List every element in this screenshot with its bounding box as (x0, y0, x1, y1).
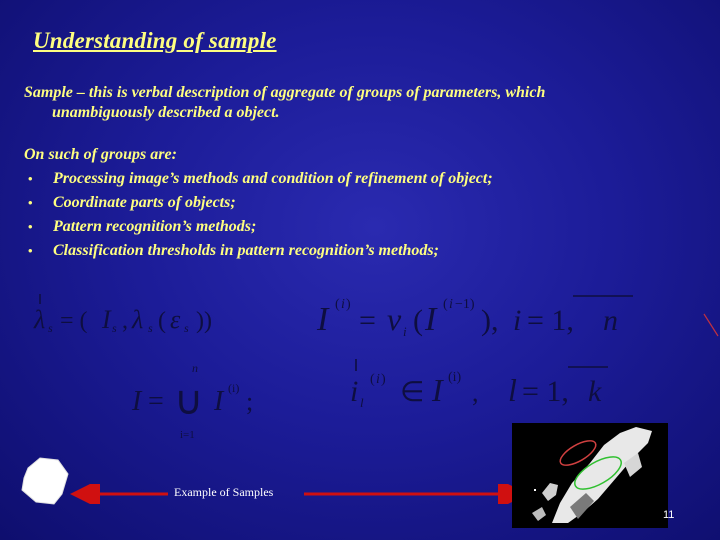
svg-text:λ: λ (132, 305, 144, 334)
svg-text:i: i (376, 372, 380, 387)
blob-icon (18, 454, 72, 508)
svg-text:i: i (341, 297, 345, 312)
svg-text:n: n (603, 304, 618, 337)
svg-text:k: k (588, 375, 602, 408)
svg-text:(i): (i) (448, 370, 462, 385)
list-item (24, 167, 696, 191)
page-number: 11 (663, 509, 675, 521)
svg-text:I: I (317, 301, 329, 338)
svg-text:),: ), (481, 304, 499, 337)
bullet-text: Processing image’s methods and condition of refinement of object; (53, 170, 493, 187)
svg-text:(: ( (335, 297, 340, 312)
definition-line-1: Sample – this is verbal description of aggregate of groups of parameters, which (24, 84, 546, 101)
svg-text:): ) (381, 372, 386, 387)
sample-image-graphic (512, 423, 668, 528)
slide-title: Understanding of sample (33, 28, 277, 53)
svg-text:,: , (122, 308, 128, 334)
svg-text:(i): (i) (228, 381, 240, 395)
double-arrow-icon (70, 484, 530, 504)
formula-lambda (30, 290, 280, 340)
svg-text:s: s (112, 321, 117, 335)
definition-text (24, 83, 696, 123)
svg-text:(: ( (413, 304, 423, 337)
svg-text:I: I (425, 301, 437, 338)
svg-text:;: ; (246, 387, 254, 416)
svg-text:ε: ε (170, 305, 181, 334)
decorative-line (700, 312, 720, 342)
list-item (24, 215, 696, 239)
svg-text:(: ( (158, 308, 166, 334)
svg-text:i: i (403, 324, 407, 339)
sample-image (512, 423, 668, 528)
svg-text:s: s (184, 321, 189, 335)
svg-text:∈: ∈ (400, 377, 425, 408)
svg-text:∪: ∪ (174, 378, 204, 423)
svg-text:= 1,: = 1, (527, 304, 574, 337)
svg-text:i: i (350, 375, 359, 408)
formula-1-text: λ (34, 305, 46, 334)
list-item (24, 239, 696, 263)
svg-text:i: i (449, 297, 453, 312)
svg-text:ν: ν (387, 301, 402, 337)
svg-text:(: ( (370, 372, 375, 387)
svg-text:=: = (359, 304, 376, 337)
bullet-icon: • (28, 171, 33, 186)
groups-intro: On such of groups are: (24, 146, 177, 163)
bullet-text: Pattern recognition’s methods; (53, 218, 257, 235)
svg-text:I: I (102, 305, 111, 334)
svg-text:= 1,: = 1, (522, 375, 569, 408)
svg-text:=: = (148, 386, 164, 417)
svg-text:i: i (513, 304, 522, 337)
list-item (24, 191, 696, 215)
svg-text:s: s (48, 321, 53, 335)
svg-text:)): )) (196, 308, 212, 334)
groups-block (24, 143, 696, 263)
svg-text:I: I (432, 372, 443, 408)
figure-caption: Example of Samples (174, 485, 274, 499)
formula-membership (348, 355, 618, 415)
svg-text:s: s (148, 321, 153, 335)
svg-text:−1): −1) (455, 297, 475, 312)
svg-text:l: l (360, 395, 364, 410)
bullet-icon: • (28, 195, 33, 210)
svg-text:n: n (192, 361, 198, 375)
bullet-text: Coordinate parts of objects; (53, 194, 236, 211)
svg-text:i=1: i=1 (180, 429, 195, 441)
bullet-icon: • (28, 219, 33, 234)
svg-text:,: , (472, 378, 479, 407)
bullet-text: Classification thresholds in pattern recognition’s methods; (53, 242, 439, 259)
svg-text:): ) (346, 297, 351, 312)
svg-text:I: I (132, 386, 142, 417)
bullet-icon: • (28, 243, 33, 258)
svg-text:(: ( (443, 297, 448, 312)
definition-line-2: unambiguously described a object. (52, 104, 280, 121)
formula-union (130, 358, 280, 443)
svg-text:= (: = ( (60, 308, 88, 334)
formula-nu (315, 288, 645, 343)
svg-text:l: l (508, 372, 517, 408)
groups-list (24, 167, 696, 263)
svg-text:I: I (214, 386, 224, 417)
